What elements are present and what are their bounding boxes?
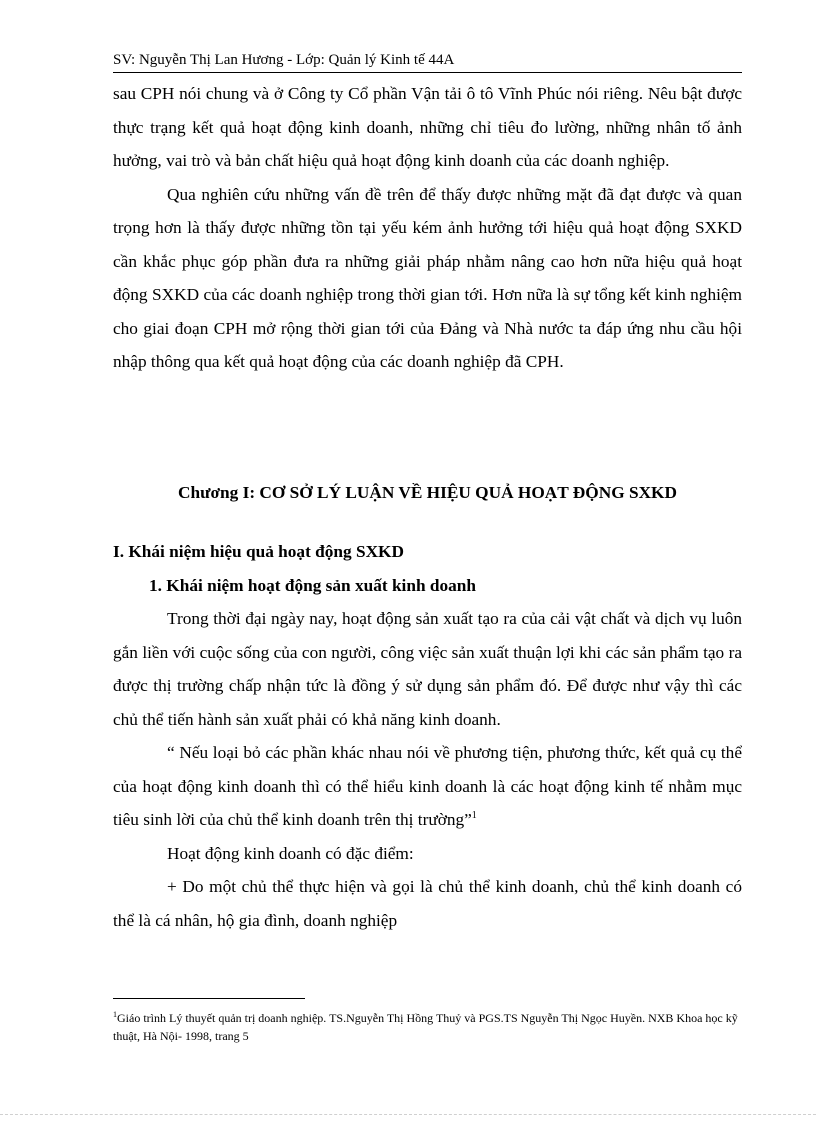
footnote-separator <box>113 998 305 999</box>
quote-text: “ Nếu loại bỏ các phần khác nhau nói về phương tiện, phương thức, kết quả cụ thể của hoạt động kinh doanh thì có thể hiểu kinh doanh là các hoạt động kinh tế nhằm mục tiêu sinh lời của chủ thể kinh doanh trên thị trường” <box>113 743 742 829</box>
page-header <box>113 50 742 73</box>
footnote-marker: 1 <box>113 1010 117 1019</box>
header-text: SV: Nguyễn Thị Lan Hương - Lớp: Quản lý Kinh tế 44A <box>113 52 455 68</box>
paragraph: sau CPH nói chung và ở Công ty Cổ phần Vận tải ô tô Vĩnh Phúc nói riêng. Nêu bật được thực trạng kết quả hoạt động kinh doanh, những chỉ tiêu đo lường, những nhân tố ảnh hưởng, vai trò và bản chất hiệu quả hoạt động kinh doanh của các doanh nghiệp. <box>113 84 742 170</box>
chapter-title: Chương I: CƠ SỞ LÝ LUẬN VỀ HIỆU QUẢ HOẠT ĐỘNG SXKD <box>178 483 677 502</box>
footnote <box>113 1006 742 1045</box>
paragraph: Qua nghiên cứu những vấn đề trên để thấy được những mặt đã đạt được và quan trọng hơn là thấy được những tồn tại yếu kém ảnh hưởng tới hiệu quả hoạt động SXKD cần khắc phục góp phần đưa ra những giải pháp nhằm nâng cao hơn nữa hiệu quả hoạt động SXKD của các doanh nghiệp trong thời gian tới. Hơn nữa là sự tổng kết kinh nghiệm cho giai đoạn CPH mở rộng thời gian tới của Đảng và Nhà nước ta đáp ứng nhu cầu hội nhập thông qua kết quả hoạt động của các doanh nghiệp đã CPH. <box>113 184 742 371</box>
footnote-text: Giáo trình Lý thuyết quản trị doanh nghiệp. TS.Nguyễn Thị Hồng Thuỷ và PGS.TS Nguyễn Thị Ngọc Huyền. NXB Khoa học kỹ thuật, Hà Nội- 1998, trang 5 <box>113 1011 738 1043</box>
quote-paragraph <box>113 736 742 837</box>
page-break-line <box>0 1114 816 1115</box>
subsection-heading: 1. Khái niệm hoạt động sản xuất kinh doanh <box>149 575 477 595</box>
section-heading: I. Khái niệm hiệu quả hoạt động SXKD <box>113 542 404 561</box>
intro-text <box>113 77 742 379</box>
paragraph: Trong thời đại ngày nay, hoạt động sản xuất tạo ra của cải vật chất và dịch vụ luôn gắn liền với cuộc sống của con người, công việc sản xuất thuận lợi khi các sản phẩm tạo ra được thị trường chấp nhận tức là đồng ý sử dụng sản phẩm đó. Để được như vậy thì các chủ thể tiến hành sản xuất phải có khả năng kinh doanh. <box>113 609 742 729</box>
paragraph: Hoạt động kinh doanh có đặc điểm: <box>167 843 414 863</box>
paragraph: + Do một chủ thể thực hiện và gọi là chủ thể kinh doanh, chủ thể kinh doanh có thể là cá nhân, hộ gia đình, doanh nghiệp <box>113 877 742 930</box>
section-content <box>113 535 742 937</box>
footnote-reference[interactable]: 1 <box>471 810 477 822</box>
